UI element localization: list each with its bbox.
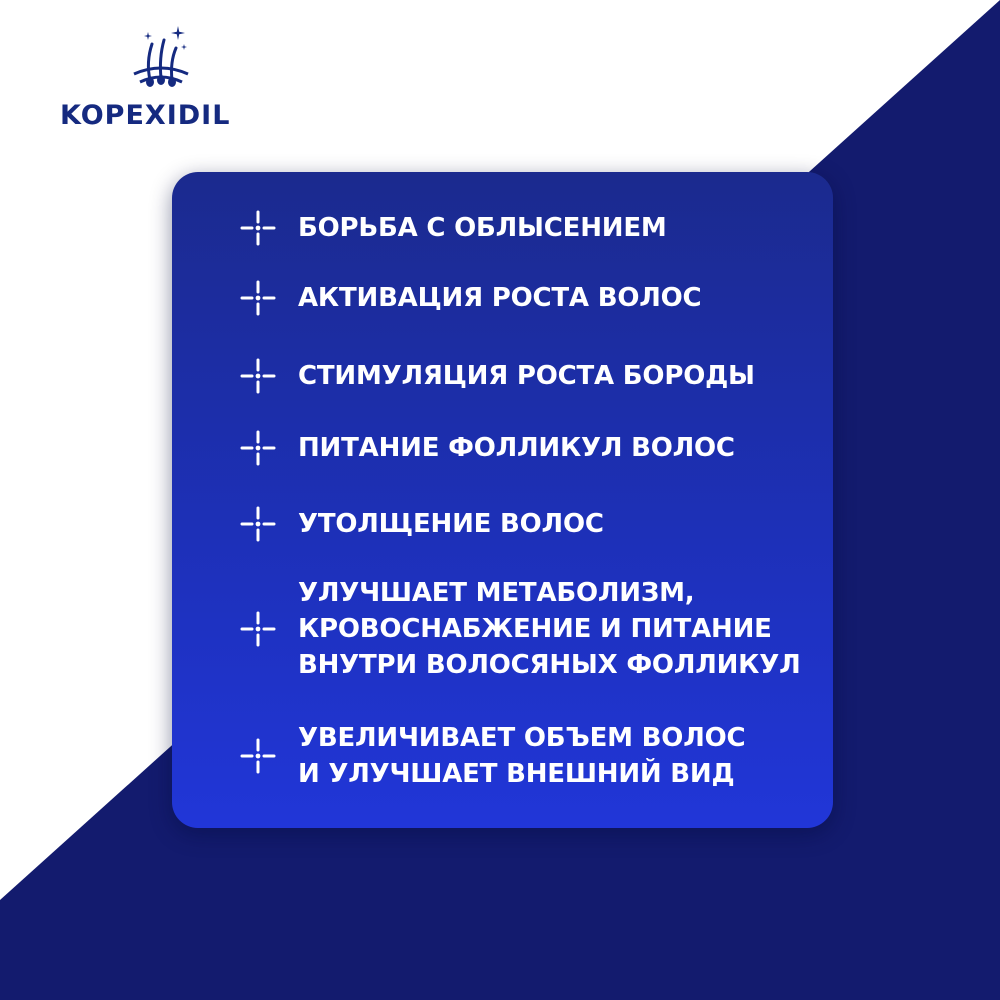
benefit-label — [298, 430, 735, 466]
benefit-label-line: БОРЬБА С ОБЛЫСЕНИЕМ — [298, 213, 667, 243]
brand-name: KOPEXIDIL — [60, 100, 231, 131]
benefit-label-line: ВНУТРИ ВОЛОСЯНЫХ ФОЛЛИКУЛ — [298, 650, 801, 680]
sparkle-star-icon — [240, 430, 276, 466]
sparkle-star-icon — [240, 280, 276, 316]
hair-follicle-sparkle-icon — [126, 22, 196, 92]
sparkle-star-icon — [240, 358, 276, 394]
benefit-item — [240, 575, 800, 683]
benefit-label-line: АКТИВАЦИЯ РОСТА ВОЛОС — [298, 283, 702, 313]
benefit-item — [240, 506, 604, 542]
benefit-item — [240, 430, 735, 466]
benefit-label-line: УВЕЛИЧИВАЕТ ОБЪЕМ ВОЛОС — [298, 723, 746, 753]
benefit-label-line: ПИТАНИЕ ФОЛЛИКУЛ ВОЛОС — [298, 433, 735, 463]
benefit-item — [240, 358, 755, 394]
benefit-label — [298, 210, 667, 246]
benefit-label — [298, 720, 745, 792]
sparkle-star-icon — [240, 611, 276, 647]
sparkle-star-icon — [240, 738, 276, 774]
benefit-item — [240, 720, 745, 792]
benefits-card — [172, 172, 833, 828]
sparkle-star-icon — [240, 210, 276, 246]
brand-logo — [60, 22, 260, 132]
benefit-label — [298, 575, 800, 683]
sparkle-star-icon — [240, 506, 276, 542]
benefit-label — [298, 280, 701, 316]
benefit-label-line: И УЛУЧШАЕТ ВНЕШНИЙ ВИД — [298, 759, 735, 789]
benefit-label — [298, 506, 604, 542]
benefit-label-line: СТИМУЛЯЦИЯ РОСТА БОРОДЫ — [298, 361, 755, 391]
benefit-label-line: УЛУЧШАЕТ МЕТАБОЛИЗМ, — [298, 578, 695, 608]
benefit-label-line: КРОВОСНАБЖЕНИЕ И ПИТАНИЕ — [298, 614, 772, 644]
benefit-item — [240, 280, 701, 316]
benefit-item — [240, 210, 667, 246]
benefit-label-line: УТОЛЩЕНИЕ ВОЛОС — [298, 509, 604, 539]
benefit-label — [298, 358, 755, 394]
